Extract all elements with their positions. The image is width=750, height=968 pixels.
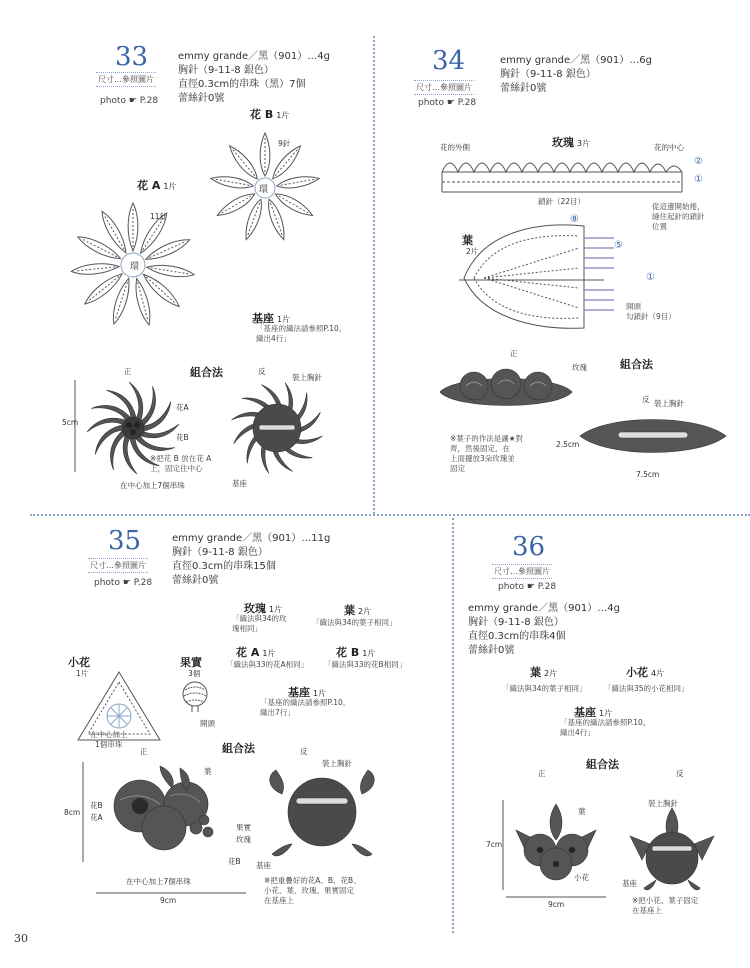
materials bbox=[172, 532, 330, 588]
front-label: 正 bbox=[140, 747, 148, 756]
material-line: 胸針（9-11-8 銀色） bbox=[178, 65, 274, 76]
leaf-label: 葉 2片 bbox=[530, 666, 558, 679]
leaf-label: 葉 2片 bbox=[344, 604, 372, 617]
flower-a-note: 「織法與33的花A相同」 bbox=[226, 660, 309, 669]
rose-label: 玫瑰 3片 bbox=[552, 136, 591, 149]
material-line: emmy grande／黑（901）…4g bbox=[468, 603, 620, 614]
horizontal-divider bbox=[30, 514, 750, 516]
size-note: 尺寸…參照圖片 bbox=[414, 80, 474, 95]
base-callout: 基座 bbox=[622, 879, 637, 888]
center-note: 在中心加上7個串珠 bbox=[126, 877, 191, 886]
flower-b-callout: 花B bbox=[176, 433, 189, 442]
center-label: 花的中心 bbox=[654, 143, 684, 152]
base-label: 基座 1片 bbox=[288, 686, 327, 699]
assembly-back-illustration bbox=[222, 378, 332, 478]
back-label: 反 bbox=[642, 395, 650, 404]
pattern-number: 34 bbox=[432, 46, 466, 76]
round-8-marker: ⑧ bbox=[570, 214, 579, 225]
fruit-chart bbox=[180, 680, 210, 714]
stitch-11-label: 11針 bbox=[150, 212, 168, 221]
size-note: 尺寸…參照圖片 bbox=[96, 72, 156, 87]
material-line: 胸針（9-11-8 銀色） bbox=[468, 617, 564, 628]
pin-label: 裝上胸針 bbox=[654, 399, 684, 408]
assembly-title: 組合法 bbox=[586, 758, 619, 771]
round-1-marker: ① bbox=[694, 174, 703, 185]
flower-b-label: 花 B 1片 bbox=[336, 646, 376, 659]
fruit-count: 3個 bbox=[188, 669, 201, 678]
base-note: 「基座的織法請參照P.10。 織出7行」 bbox=[260, 698, 351, 717]
material-line: 蕾絲針0號 bbox=[172, 575, 219, 586]
small-flower-count: 1片 bbox=[76, 669, 89, 678]
photo-ref: photo ☛ P.28 bbox=[94, 578, 153, 588]
size-note: 尺寸…參照圖片 bbox=[88, 558, 148, 573]
material-line: 胸針（9-11-8 銀色） bbox=[500, 69, 596, 80]
base-callout: 基座 bbox=[256, 861, 271, 870]
leaf-callout: 葉 bbox=[578, 807, 586, 816]
material-line: emmy grande／黑（901）…11g bbox=[172, 533, 331, 544]
star-note: ※葉子的作法是讓★對 齊，然後固定，在 上面擺放3朵玫瑰並 固定 bbox=[450, 434, 524, 473]
pin-label: 裝上胸針 bbox=[322, 759, 352, 768]
pattern-number: 35 bbox=[108, 526, 142, 556]
assembly-front-illustration bbox=[100, 760, 230, 860]
leaf-note: 「織法與34的葉子相同」 bbox=[502, 684, 587, 693]
stitch-9-label: 9針 bbox=[278, 139, 291, 148]
flower-b-callout-2: 花B bbox=[228, 857, 241, 866]
height-dimension: 2.5cm bbox=[556, 440, 580, 449]
assembly-title: 組合法 bbox=[620, 358, 653, 371]
materials bbox=[178, 50, 330, 106]
front-label: 正 bbox=[538, 769, 546, 778]
pin-label: 裝上胸針 bbox=[292, 373, 322, 382]
assembly-back-illustration bbox=[262, 764, 382, 864]
leaf-callout: 葉 bbox=[204, 767, 212, 776]
base-callout: 基座 bbox=[232, 479, 247, 488]
back-label: 反 bbox=[258, 367, 266, 376]
materials bbox=[468, 602, 620, 658]
height-dimension-line bbox=[80, 762, 86, 862]
flower-b-note: 「織法與33的花B相同」 bbox=[324, 660, 407, 669]
rose-chart bbox=[440, 152, 700, 200]
small-flower-note: 「織法與35的小花相同」 bbox=[604, 684, 689, 693]
base-note: 「基座的織法請參照P.10。 織出4行」 bbox=[256, 324, 347, 343]
dimension-label: 5cm bbox=[62, 418, 79, 427]
width-dimension: 9cm bbox=[160, 896, 177, 905]
material-line: 蕾絲針0號 bbox=[178, 93, 225, 104]
leaf-chart bbox=[454, 218, 634, 328]
assembly-title: 組合法 bbox=[190, 366, 223, 379]
assembly-note: ※把重疊好的花A、B、花B、 小花、葉、玫瑰、果實固定 在基座上 bbox=[264, 876, 361, 905]
fruit-callout: 果實 bbox=[236, 823, 251, 832]
round-5-marker: ⑤ bbox=[614, 240, 623, 251]
assembly-note: ※把小花、葉子固定 在基座上 bbox=[632, 896, 699, 915]
rose-label: 玫瑰 1片 bbox=[244, 602, 283, 615]
rose-callout: 玫瑰 bbox=[236, 835, 251, 844]
small-flower-label: 小花 bbox=[68, 656, 90, 669]
materials bbox=[500, 54, 652, 96]
assembly-title: 組合法 bbox=[222, 742, 255, 755]
pattern-number: 33 bbox=[115, 42, 149, 72]
material-line: 直徑0.3cm的串珠4個 bbox=[468, 631, 566, 642]
assembly-back-illustration bbox=[622, 806, 722, 896]
material-line: emmy grande／黑（901）…6g bbox=[500, 55, 652, 66]
vertical-divider-bottom bbox=[452, 518, 454, 933]
back-label: 反 bbox=[676, 769, 684, 778]
photo-ref: photo ☛ P.28 bbox=[100, 96, 159, 106]
back-label: 反 bbox=[300, 747, 308, 756]
rose-callout: 玫瑰 bbox=[572, 363, 587, 372]
ring-label: 環 bbox=[259, 185, 269, 195]
vertical-divider-top bbox=[373, 36, 375, 514]
material-line: 直徑0.3cm的串珠（黑）7個 bbox=[178, 79, 306, 90]
round-1-marker-leaf: ① bbox=[646, 272, 655, 283]
assembly-front-illustration bbox=[506, 800, 606, 890]
leaf-count: 2片 bbox=[466, 247, 479, 256]
size-note: 尺寸…參照圖片 bbox=[492, 564, 552, 579]
flower-a-label: 花 A 1片 bbox=[137, 179, 177, 192]
flower-a-callout: 花A bbox=[90, 813, 103, 822]
width-dimension: 9cm bbox=[548, 900, 565, 909]
assembly-note: ※把花 B 放在花 A 上，固定住中心 bbox=[150, 454, 212, 473]
center-note: 在中心加上7個串珠 bbox=[120, 481, 185, 490]
outer-label: 花的外側 bbox=[440, 143, 470, 152]
pin-label: 裝上胸針 bbox=[648, 799, 678, 808]
front-label: 正 bbox=[124, 367, 132, 376]
pattern-number: 36 bbox=[512, 532, 546, 562]
start-label: 開頭 bbox=[200, 719, 215, 728]
base-label: 基座 1片 bbox=[252, 312, 291, 325]
width-dimension: 7.5cm bbox=[636, 470, 660, 479]
flower-a-label: 花 A 1片 bbox=[236, 646, 276, 659]
rolling-note: 從這邊開始捲， 縫住起針的鎖針 位置 bbox=[652, 202, 705, 231]
photo-ref: photo ☛ P.28 bbox=[418, 98, 477, 108]
height-dimension: 7cm bbox=[486, 840, 503, 849]
base-label: 基座 1片 bbox=[574, 706, 613, 719]
chain-22-label: 鎖針（22目） bbox=[538, 197, 586, 206]
material-line: 蕾絲針0號 bbox=[468, 645, 515, 656]
material-line: emmy grande／黑（901）…4g bbox=[178, 51, 330, 62]
front-label: 正 bbox=[510, 349, 518, 358]
leaf-note: 「織法與34的葉子相同」 bbox=[312, 618, 397, 627]
material-line: 蕾絲針0號 bbox=[500, 83, 547, 94]
small-flower-callout: 小花 bbox=[574, 873, 589, 882]
start-chain-note: 開頭 勾鎖針（9目） bbox=[626, 302, 676, 321]
page-number: 30 bbox=[14, 932, 28, 945]
flower-b-callout: 花B bbox=[90, 801, 103, 810]
leaf-label: 葉 bbox=[462, 234, 473, 247]
ring-label: 環 bbox=[130, 262, 140, 272]
fruit-label: 果實 bbox=[180, 656, 202, 669]
material-line: 胸針（9-11-8 銀色） bbox=[172, 547, 268, 558]
base-note: 「基座的織法請參照P.10。 織出4行」 bbox=[560, 718, 651, 737]
photo-ref: photo ☛ P.28 bbox=[498, 582, 557, 592]
height-dimension: 8cm bbox=[64, 808, 81, 817]
bead-note: 在中心加上 1個串珠 bbox=[90, 730, 128, 749]
small-flower-label: 小花 4片 bbox=[626, 666, 665, 679]
material-line: 直徑0.3cm的串珠15個 bbox=[172, 561, 276, 572]
flower-b-label: 花 B 1片 bbox=[250, 108, 290, 121]
rose-note: 「織法與34的玫 瑰相同」 bbox=[232, 614, 287, 633]
assembly-front-illustration bbox=[436, 358, 576, 418]
flower-a-callout: 花A bbox=[176, 403, 189, 412]
round-2-marker: ② bbox=[694, 156, 703, 167]
assembly-back-illustration bbox=[578, 410, 728, 464]
